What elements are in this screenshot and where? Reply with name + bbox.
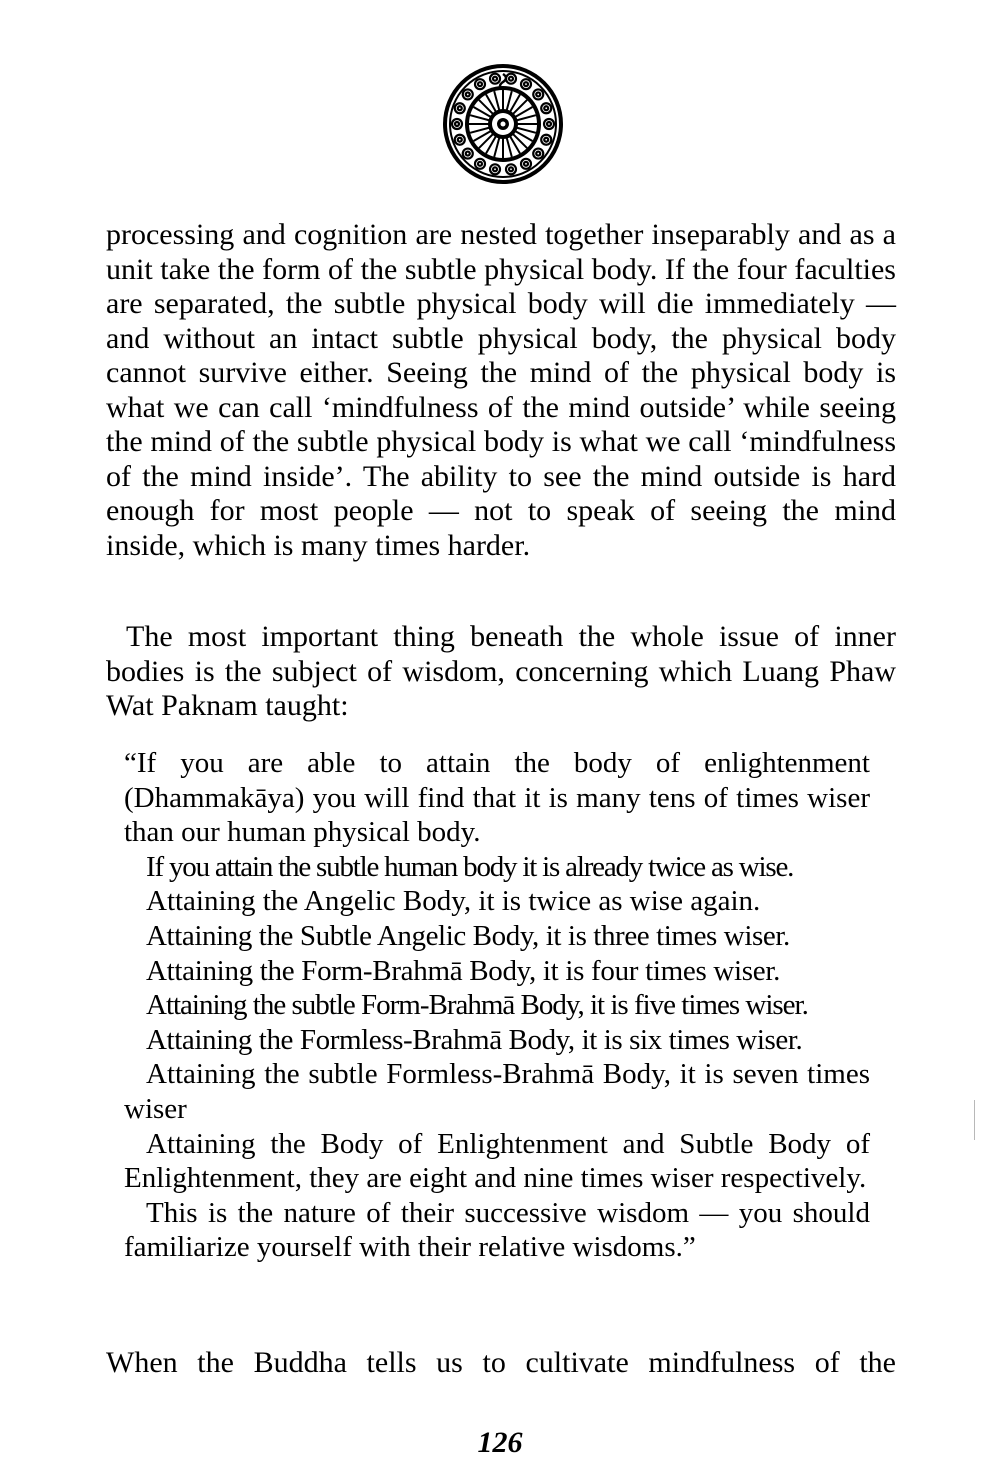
block-quote — [124, 746, 870, 1265]
paragraph-1: processing and cognition are nested together inseparably and as a unit take the form of the subtle physical body. If the four faculties are separated, the subtle physical body will die immediately — and without an intact subtle physical body, the physical body cannot survive either. Seeing the mind of the physical body is what we can call ‘mindfulness of the mind outside’ while seeing the mind of the subtle physical body is what we call ‘mindfulness of the mind inside’. The ability to see the mind outside is hard enough for most people — not to speak of seeing the mind inside, which is many times harder. — [106, 218, 896, 562]
quote-line: Attaining the subtle Form-Brahmā Body, it is five times wiser. — [146, 989, 808, 1022]
quote-line: If you attain the subtle human body it is already twice as wise. — [146, 850, 794, 883]
quote-line: Attaining the Formless-Brahmā Body, it is six times wiser. — [146, 1023, 803, 1056]
quote-line: Attaining the subtle Formless-Brahmā Body, it is seven times wiser — [124, 1058, 870, 1125]
page-number: 126 — [477, 1426, 523, 1459]
quote-line: This is the nature of their successive wisdom — you should familiarize yourself with their relative wisdoms.” — [124, 1196, 870, 1264]
quote-line: Attaining the Subtle Angelic Body, it is three times wiser. — [146, 919, 790, 952]
quote-line: Attaining the Body of Enlightenment and Subtle Body of Enlightenment, they are eight and nine times wiser respectively. — [124, 1127, 870, 1195]
quote-line: Attaining the Angelic Body, it is twice as wise again. — [146, 885, 761, 918]
margin-mark — [974, 1100, 975, 1140]
paragraph-2: The most important thing beneath the whole issue of inner bodies is the subject of wisdom, concerning which Luang Phaw Wat Paknam taught: — [106, 620, 896, 722]
quote-line: Attaining the Form-Brahmā Body, it is four times wiser. — [146, 954, 781, 987]
dhamma-wheel-icon — [441, 62, 565, 186]
quote-line: “If you are able to attain the body of enlightenment (Dhammakāya) you will find that it is many tens of times wiser than our human physical body. — [124, 747, 870, 849]
paragraph-3: When the Buddha tells us to cultivate mindfulness of the — [106, 1346, 896, 1379]
